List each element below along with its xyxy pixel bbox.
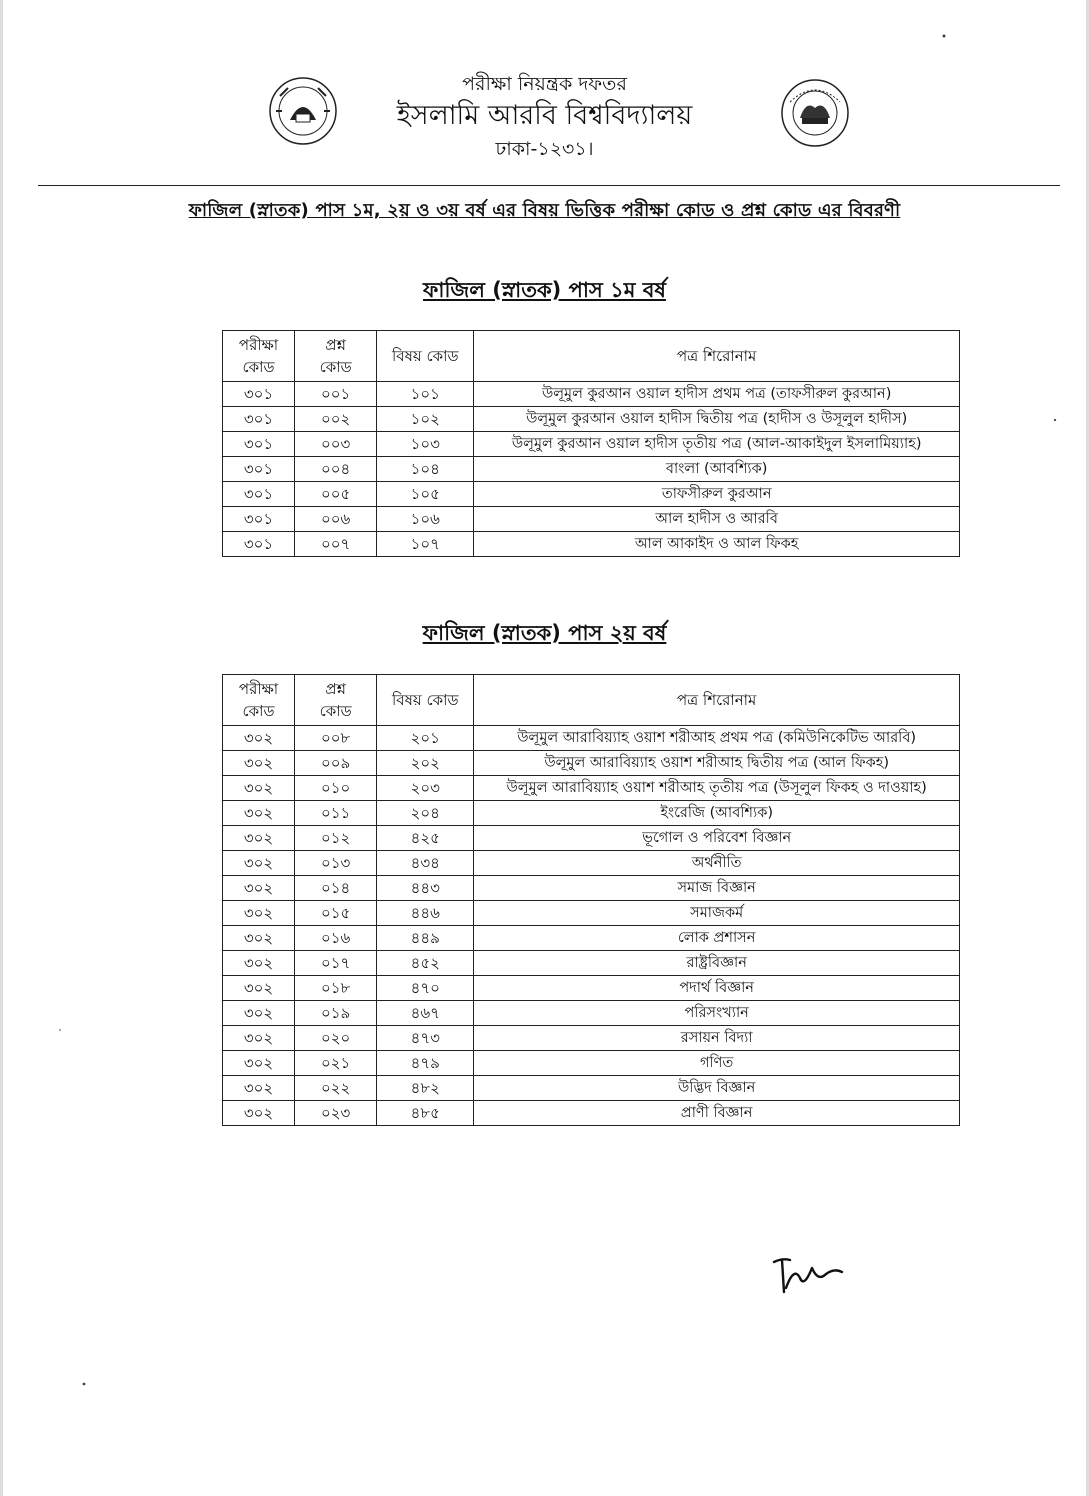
table-row [223, 382, 960, 407]
table-row [223, 457, 960, 482]
subject-code-cell: ২০২ [377, 751, 474, 776]
paper-title-cell: পদার্থ বিজ্ঞান [474, 976, 960, 1001]
subject-code-cell: ৪৪৯ [377, 926, 474, 951]
table-row [223, 482, 960, 507]
paper-title-cell: উলূমুল আরাবিয়্যাহ ওয়াশ শরীআহ প্রথম পত্র (কমিউনিকেটিভ আরবি) [474, 726, 960, 751]
university-address: ঢাকা-১২৩১। [495, 138, 594, 160]
table-row [223, 851, 960, 876]
col-paper-title: পত্র শিরোনাম [474, 331, 960, 382]
table-row [223, 801, 960, 826]
paper-title-cell: সমাজকর্ম [474, 901, 960, 926]
question-code-cell: ০১৩ [295, 851, 377, 876]
table-row [223, 976, 960, 1001]
paper-title-cell: উলূমুল কুরআন ওয়াল হাদীস তৃতীয় পত্র (আল-আকাইদুল ইসলামিয়্যাহ) [474, 432, 960, 457]
question-code-cell: ০০৯ [295, 751, 377, 776]
table-row [223, 926, 960, 951]
letterhead [0, 70, 1089, 164]
table-row [223, 726, 960, 751]
table-row [223, 1026, 960, 1051]
document-title: ফাজিল (স্নাতক) পাস ১ম, ২য় ও ৩য় বর্ষ এর বিষয় ভিত্তিক পরীক্ষা কোড ও প্রশ্ন কোড এর বিবরণী [188, 200, 901, 221]
subject-code-cell: ১০১ [377, 382, 474, 407]
paper-title-cell: সমাজ বিজ্ঞান [474, 876, 960, 901]
university-name: ইসলামি আরবি বিশ্ববিদ্যালয় [396, 100, 693, 131]
exam-code-cell: ৩০১ [223, 407, 295, 432]
col-exam-code: পরীক্ষা কোড [223, 331, 295, 382]
subject-code-cell: ১০৬ [377, 507, 474, 532]
section-title-year-2: ফাজিল (স্নাতক) পাস ২য় বর্ষ [422, 621, 667, 645]
paper-title-cell: ইংরেজি (আবশ্যিক) [474, 801, 960, 826]
paper-title-cell: উদ্ভিদ বিজ্ঞান [474, 1076, 960, 1101]
col-question-code: প্রশ্ন কোড [295, 675, 377, 726]
table-row [223, 901, 960, 926]
question-code-cell: ০১৭ [295, 951, 377, 976]
codes-table-year-1 [222, 330, 960, 557]
subject-code-cell: ১০২ [377, 407, 474, 432]
exam-code-cell: ৩০২ [223, 1051, 295, 1076]
paper-title-cell: আল হাদীস ও আরবি [474, 507, 960, 532]
subject-code-cell: ৪৭০ [377, 976, 474, 1001]
section-title-year-1: ফাজিল (স্নাতক) পাস ১ম বর্ষ [423, 278, 666, 302]
paper-title-cell: গণিত [474, 1051, 960, 1076]
subject-code-cell: ২০১ [377, 726, 474, 751]
exam-code-cell: ৩০১ [223, 457, 295, 482]
paper-title-cell: লোক প্রশাসন [474, 926, 960, 951]
question-code-cell: ০০৭ [295, 532, 377, 557]
exam-code-cell: ৩০২ [223, 801, 295, 826]
table-header-row [223, 331, 960, 382]
question-code-cell: ০১৯ [295, 1001, 377, 1026]
table-row [223, 532, 960, 557]
exam-code-cell: ৩০২ [223, 826, 295, 851]
col-exam-code: পরীক্ষা কোড [223, 675, 295, 726]
question-code-cell: ০২০ [295, 1026, 377, 1051]
question-code-cell: ০১৬ [295, 926, 377, 951]
subject-code-cell: ২০৪ [377, 801, 474, 826]
paper-title-cell: ভূগোল ও পরিবেশ বিজ্ঞান [474, 826, 960, 851]
office-name: পরীক্ষা নিয়ন্ত্রক দফতর [462, 73, 627, 95]
question-code-cell: ০২২ [295, 1076, 377, 1101]
paper-title-cell: উলূমুল কুরআন ওয়াল হাদীস দ্বিতীয় পত্র (হাদীস ও উসূলুল হাদীস) [474, 407, 960, 432]
subject-code-cell: ৪৬৭ [377, 1001, 474, 1026]
paper-title-cell: পরিসংখ্যান [474, 1001, 960, 1026]
exam-code-cell: ৩০১ [223, 482, 295, 507]
exam-code-cell: ৩০১ [223, 507, 295, 532]
col-question-code: প্রশ্ন কোড [295, 331, 377, 382]
col-subject-code: বিষয় কোড [377, 675, 474, 726]
subject-code-cell: ৪৮২ [377, 1076, 474, 1101]
exam-code-cell: ৩০২ [223, 876, 295, 901]
exam-code-cell: ৩০২ [223, 726, 295, 751]
subject-code-cell: ৪৮৫ [377, 1101, 474, 1126]
question-code-cell: ০১১ [295, 801, 377, 826]
header-divider [38, 185, 1060, 186]
table-row [223, 1101, 960, 1126]
question-code-cell: ০২৩ [295, 1101, 377, 1126]
codes-table-year-2 [222, 674, 960, 1126]
subject-code-cell: ৪৪৬ [377, 901, 474, 926]
question-code-cell: ০১২ [295, 826, 377, 851]
table-header-row [223, 675, 960, 726]
subject-code-cell: ৪৪৩ [377, 876, 474, 901]
exam-code-cell: ৩০২ [223, 1026, 295, 1051]
exam-code-cell: ৩০১ [223, 532, 295, 557]
paper-title-cell: আল আকাইদ ও আল ফিকহ [474, 532, 960, 557]
question-code-cell: ০১০ [295, 776, 377, 801]
question-code-cell: ০১৪ [295, 876, 377, 901]
exam-code-cell: ৩০২ [223, 851, 295, 876]
exam-code-cell: ৩০২ [223, 1101, 295, 1126]
table-row [223, 1001, 960, 1026]
question-code-cell: ০০৩ [295, 432, 377, 457]
paper-title-cell: রাষ্ট্রবিজ্ঞান [474, 951, 960, 976]
paper-title-cell: অর্থনীতি [474, 851, 960, 876]
question-code-cell: ০০৮ [295, 726, 377, 751]
exam-code-cell: ৩০২ [223, 951, 295, 976]
table-row [223, 407, 960, 432]
subject-code-cell: ৪২৫ [377, 826, 474, 851]
question-code-cell: ০০৪ [295, 457, 377, 482]
paper-title-cell: প্রাণী বিজ্ঞান [474, 1101, 960, 1126]
table-row [223, 751, 960, 776]
subject-code-cell: ১০৩ [377, 432, 474, 457]
col-subject-code: বিষয় কোড [377, 331, 474, 382]
exam-code-cell: ৩০২ [223, 776, 295, 801]
table-row [223, 951, 960, 976]
paper-title-cell: বাংলা (আবশ্যিক) [474, 457, 960, 482]
exam-code-cell: ৩০১ [223, 432, 295, 457]
exam-code-cell: ৩০২ [223, 1076, 295, 1101]
col-paper-title: পত্র শিরোনাম [474, 675, 960, 726]
table-row [223, 776, 960, 801]
question-code-cell: ০০৫ [295, 482, 377, 507]
paper-title-cell: উলূমুল আরাবিয়্যাহ ওয়াশ শরীআহ দ্বিতীয় পত্র (আল ফিকহ) [474, 751, 960, 776]
subject-code-cell: ১০৪ [377, 457, 474, 482]
signature [768, 1248, 848, 1298]
exam-code-cell: ৩০২ [223, 976, 295, 1001]
paper-title-cell: উলূমুল কুরআন ওয়াল হাদীস প্রথম পত্র (তাফসীরুল কুরআন) [474, 382, 960, 407]
subject-code-cell: ৪৩৪ [377, 851, 474, 876]
table-row [223, 432, 960, 457]
question-code-cell: ০১৫ [295, 901, 377, 926]
table-row [223, 826, 960, 851]
exam-code-cell: ৩০২ [223, 751, 295, 776]
subject-code-cell: ১০৭ [377, 532, 474, 557]
exam-code-cell: ৩০২ [223, 926, 295, 951]
question-code-cell: ০০১ [295, 382, 377, 407]
exam-code-cell: ৩০২ [223, 901, 295, 926]
subject-code-cell: ৪৭৯ [377, 1051, 474, 1076]
question-code-cell: ০১৮ [295, 976, 377, 1001]
table-row [223, 1076, 960, 1101]
subject-code-cell: ৪৫২ [377, 951, 474, 976]
question-code-cell: ০০২ [295, 407, 377, 432]
exam-code-cell: ৩০২ [223, 1001, 295, 1026]
table-row [223, 1051, 960, 1076]
paper-title-cell: তাফসীরুল কুরআন [474, 482, 960, 507]
question-code-cell: ০০৬ [295, 507, 377, 532]
exam-code-cell: ৩০১ [223, 382, 295, 407]
question-code-cell: ০২১ [295, 1051, 377, 1076]
subject-code-cell: ১০৫ [377, 482, 474, 507]
subject-code-cell: ২০৩ [377, 776, 474, 801]
paper-title-cell: রসায়ন বিদ্যা [474, 1026, 960, 1051]
subject-code-cell: ৪৭৩ [377, 1026, 474, 1051]
table-row [223, 507, 960, 532]
table-row [223, 876, 960, 901]
paper-title-cell: উলূমুল আরাবিয়্যাহ ওয়াশ শরীআহ তৃতীয় পত্র (উসূলুল ফিকহ ও দাওয়াহ) [474, 776, 960, 801]
